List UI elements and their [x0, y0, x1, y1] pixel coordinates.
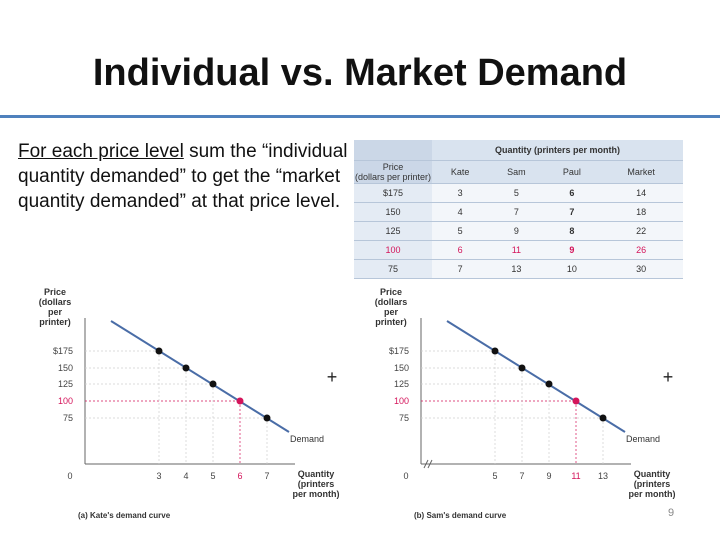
price-column-header [354, 161, 432, 184]
y-axis-label: printer) [375, 317, 407, 327]
body-rest-text: sum the “individual quantity demanded” to get the “market quantity demanded” at that price level. [18, 141, 348, 212]
table-row [354, 203, 683, 222]
x-tick-label: 5 [210, 471, 216, 481]
demand-point [264, 415, 271, 422]
x-tick-label: 4 [183, 471, 189, 481]
demand-curve [447, 321, 625, 432]
y-tick-label: $175 [52, 346, 73, 356]
y-axis-label: Price [379, 287, 403, 297]
x-axis-label: per month) [628, 489, 676, 499]
quantity-cell: 7 [432, 260, 488, 279]
quantity-cell: 4 [432, 203, 488, 222]
chart-caption: (b) Sam's demand curve [414, 511, 507, 520]
y-tick-label: 75 [62, 413, 73, 423]
x-axis-label: (printers [633, 479, 671, 489]
y-axis-label: (dollars [374, 297, 408, 307]
y-tick-label: 75 [398, 413, 409, 423]
x-axis-label: Quantity [633, 469, 671, 479]
demand-point [546, 381, 553, 388]
x-tick-label: 0 [403, 471, 409, 481]
x-tick-label: 11 [571, 471, 581, 481]
demand-point [183, 365, 190, 372]
price-header-line2: (dollars per printer) [354, 172, 432, 182]
x-tick-label: 7 [264, 471, 270, 481]
demand-point [492, 348, 499, 355]
y-axis-label: per [47, 307, 63, 317]
quantity-cell: 10 [545, 260, 600, 279]
body-text [18, 139, 353, 214]
price-header-line1: Price [382, 162, 404, 172]
table-row [354, 260, 683, 279]
body-underlined-text: For each price level [18, 141, 184, 162]
x-axis-label: (printers [297, 479, 335, 489]
quantity-cell: 26 [599, 241, 683, 260]
column-header-market: Market [599, 161, 683, 184]
demand-point [156, 348, 163, 355]
price-cell: 150 [354, 203, 432, 222]
y-axis-label: (dollars [38, 297, 72, 307]
x-axis-label: Quantity [297, 469, 335, 479]
x-tick-label: 9 [546, 471, 552, 481]
table-row [354, 241, 683, 260]
quantity-cell: 14 [599, 184, 683, 203]
y-tick-label: 100 [393, 396, 409, 406]
table-body [354, 184, 683, 279]
y-tick-label: 150 [393, 363, 409, 373]
x-tick-label: 3 [156, 471, 162, 481]
demand-point [237, 398, 244, 405]
x-tick-label: 13 [597, 471, 609, 481]
y-tick-label: $175 [388, 346, 409, 356]
price-cell: $175 [354, 184, 432, 203]
quantity-table [354, 140, 683, 279]
quantity-cell: 6 [545, 184, 600, 203]
y-axis-label: Price [43, 287, 67, 297]
price-cell: 100 [354, 241, 432, 260]
column-header-paul: Paul [545, 161, 600, 184]
quantity-cell: 8 [545, 222, 600, 241]
price-cell: 125 [354, 222, 432, 241]
demand-schedule-table [354, 140, 683, 274]
demand-point [210, 381, 217, 388]
table-corner-cell [354, 140, 432, 161]
quantity-cell: 22 [599, 222, 683, 241]
x-tick-label: 7 [519, 471, 525, 481]
table-super-header: Quantity (printers per month) [432, 140, 683, 161]
quantity-cell: 13 [488, 260, 544, 279]
price-cell: 75 [354, 260, 432, 279]
x-tick-label: 0 [67, 471, 73, 481]
title-divider [0, 115, 720, 118]
y-tick-label: 150 [57, 363, 73, 373]
demand-point [600, 415, 607, 422]
sam-demand-chart [366, 282, 686, 527]
quantity-cell: 9 [488, 222, 544, 241]
y-axis-label: per [383, 307, 399, 317]
slide-title: Individual vs. Market Demand [92, 52, 628, 94]
table-row [354, 222, 683, 241]
demand-curve [111, 321, 289, 432]
table-header-row [354, 161, 683, 184]
quantity-cell: 7 [545, 203, 600, 222]
y-tick-label: 125 [57, 379, 73, 389]
quantity-cell: 11 [488, 241, 544, 260]
page-number: 9 [668, 507, 675, 519]
kate-demand-chart [30, 282, 350, 527]
x-tick-label: 5 [492, 471, 498, 481]
demand-point [573, 398, 580, 405]
column-header-kate: Kate [432, 161, 488, 184]
quantity-cell: 30 [599, 260, 683, 279]
demand-curve-label: Demand [625, 434, 661, 444]
plus-sign: + [662, 367, 674, 387]
plus-sign: + [326, 367, 338, 387]
quantity-cell: 9 [545, 241, 600, 260]
quantity-cell: 5 [488, 184, 544, 203]
quantity-cell: 7 [488, 203, 544, 222]
x-tick-label: 6 [237, 471, 243, 481]
demand-curve-label: Demand [289, 434, 325, 444]
quantity-cell: 6 [432, 241, 488, 260]
y-tick-label: 100 [57, 396, 73, 406]
x-axis-label: per month) [292, 489, 340, 499]
table-super-header-row [354, 140, 683, 161]
y-tick-label: 125 [393, 379, 409, 389]
demand-point [519, 365, 526, 372]
quantity-cell: 5 [432, 222, 488, 241]
quantity-cell: 18 [599, 203, 683, 222]
column-header-sam: Sam [488, 161, 544, 184]
quantity-cell: 3 [432, 184, 488, 203]
chart-caption: (a) Kate's demand curve [78, 511, 171, 520]
y-axis-label: printer) [39, 317, 71, 327]
table-row [354, 184, 683, 203]
